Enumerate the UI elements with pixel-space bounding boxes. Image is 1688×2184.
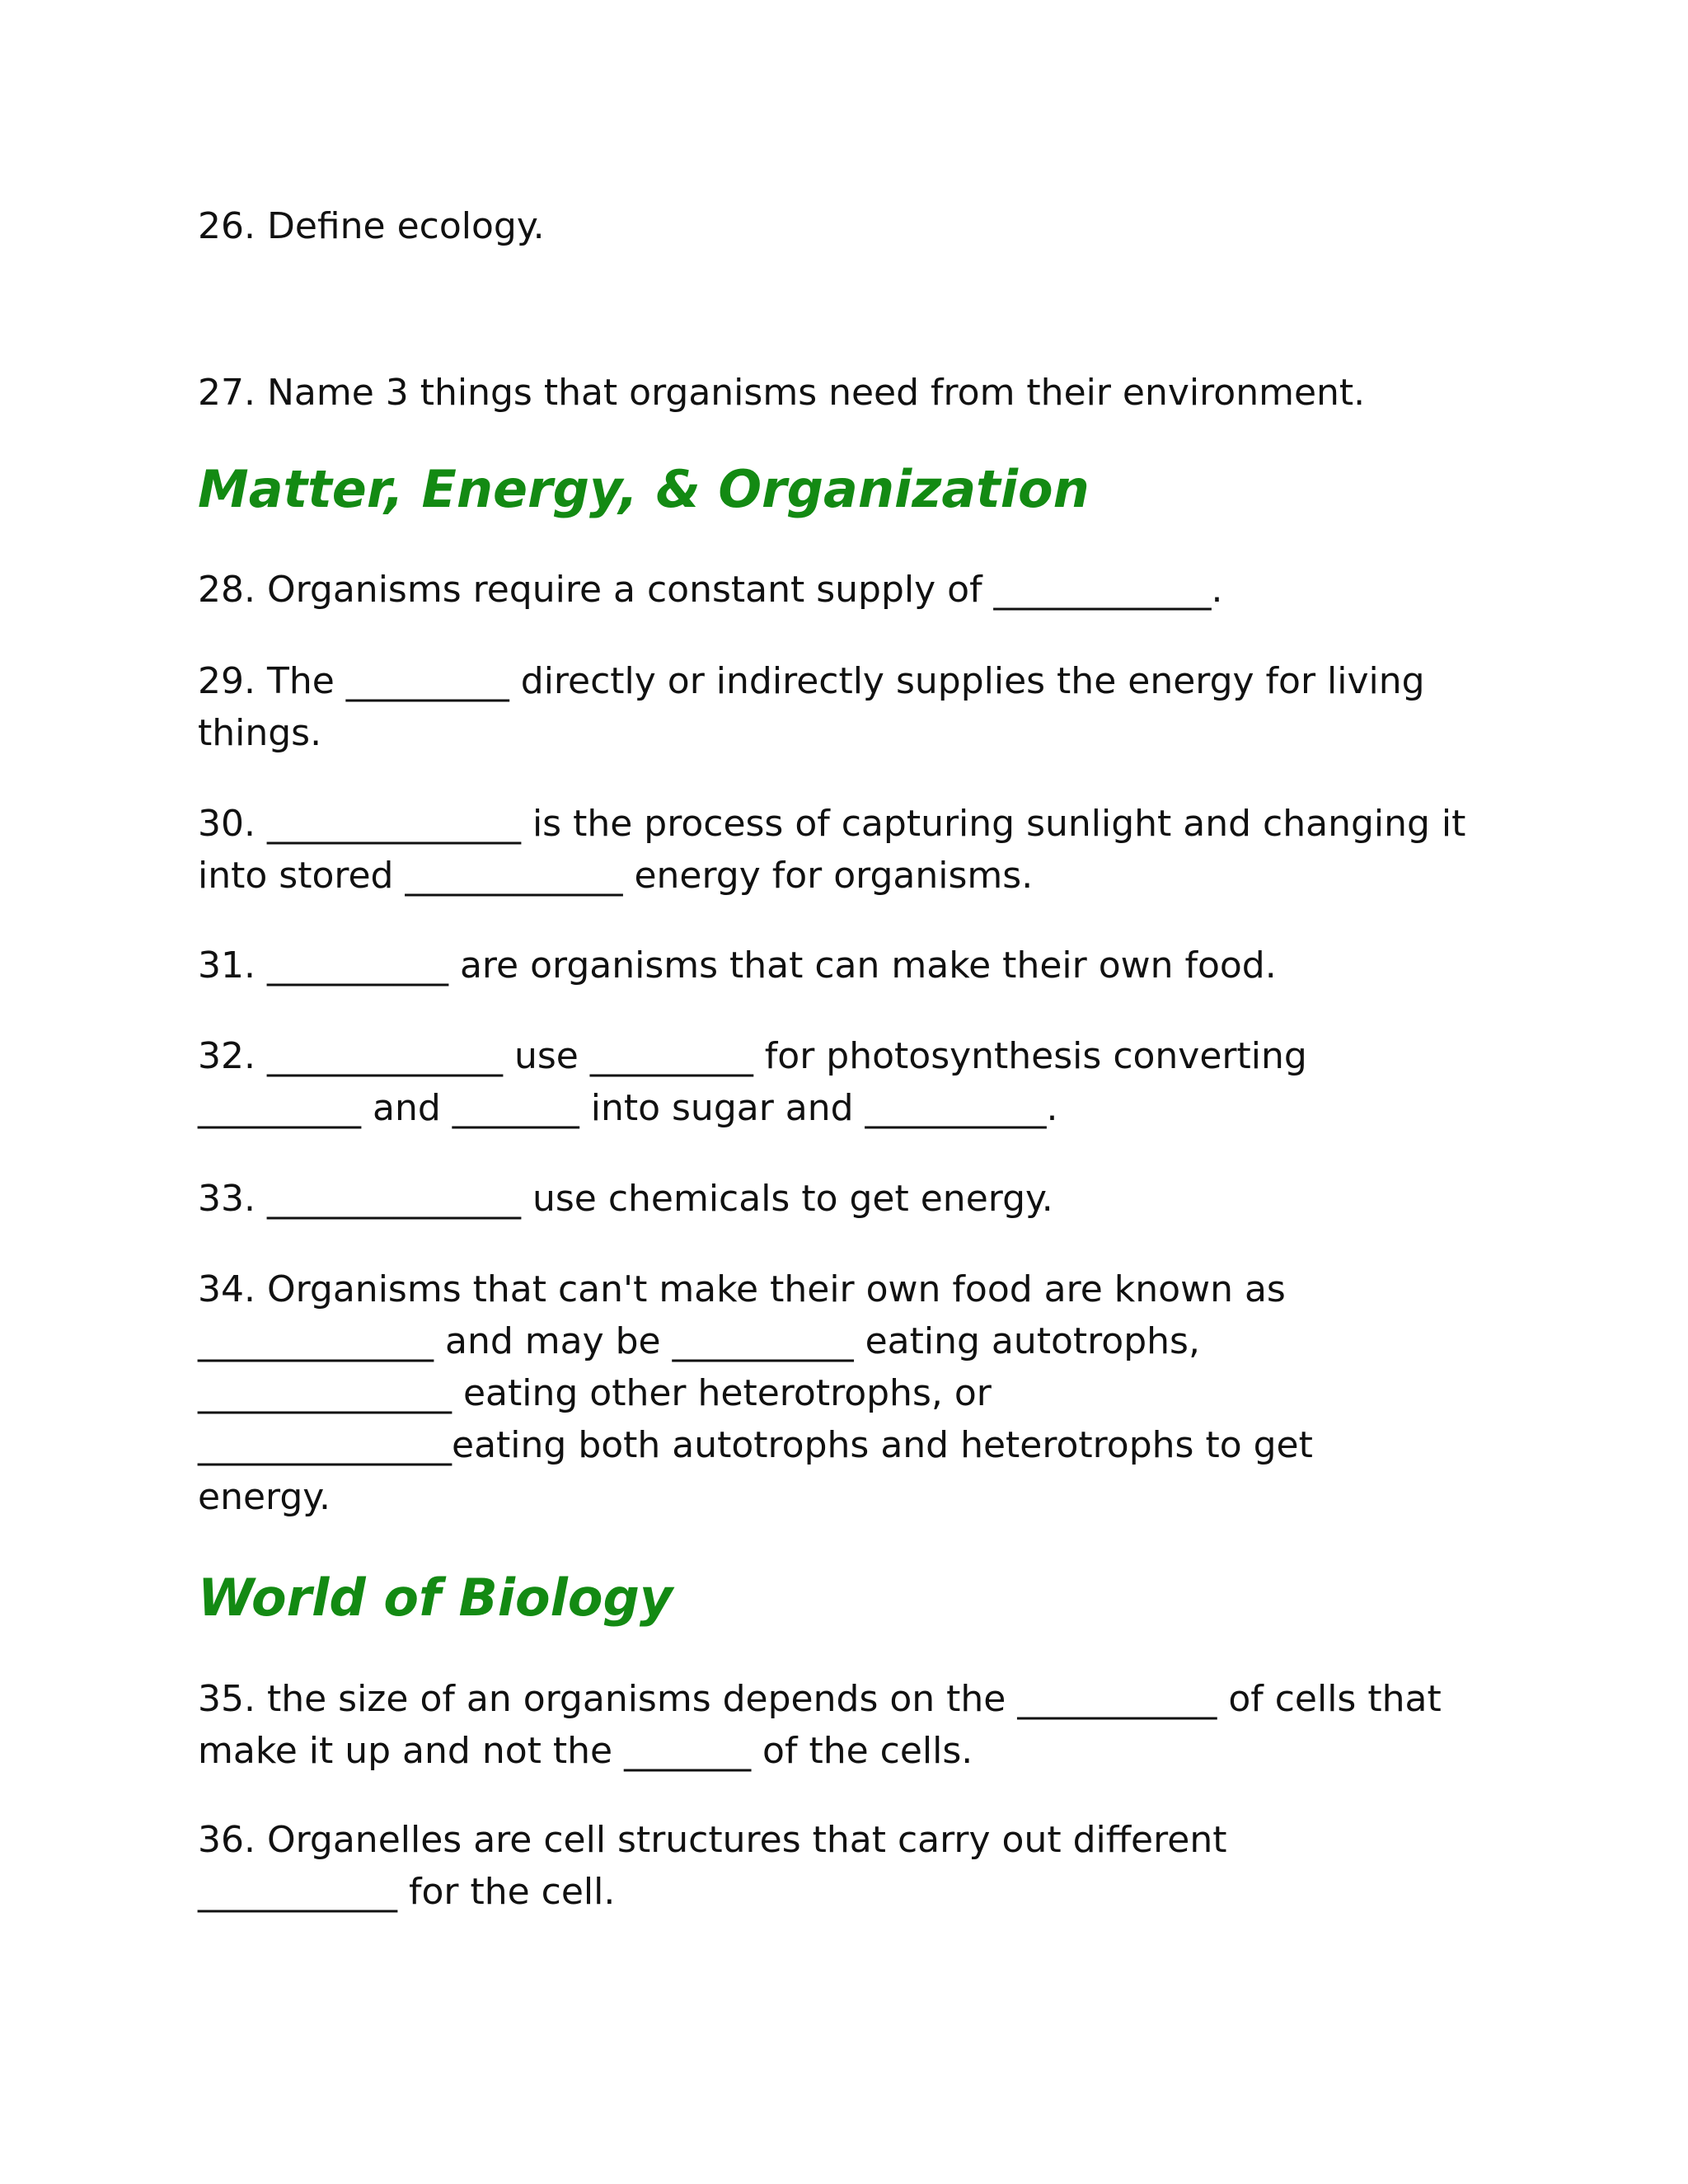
question-33 <box>198 1173 1053 1225</box>
question-28 <box>198 564 1223 616</box>
question-32-line-2: _________ and _______ into sugar and __________. <box>198 1087 1058 1129</box>
question-28-line-1: 28. Organisms require a constant supply of ____________. <box>198 569 1223 611</box>
question-29-line-1: 29. The _________ directly or indirectly supplies the energy for living <box>198 660 1425 702</box>
question-29-line-2: things. <box>198 712 322 754</box>
question-34-line-2: _____________ and may be __________ eating autotrophs, <box>198 1320 1200 1362</box>
question-31-line-1: 31. __________ are organisms that can make their own food. <box>198 944 1277 987</box>
question-34-line-4: ______________eating both autotrophs and heterotrophs to get <box>198 1424 1313 1466</box>
question-34-line-5: energy. <box>198 1476 331 1518</box>
question-36-line-1: 36. Organelles are cell structures that carry out different <box>198 1819 1227 1861</box>
question-33-line-1: 33. ______________ use chemicals to get energy. <box>198 1178 1053 1220</box>
question-30-line-2: into stored ____________ energy for organisms. <box>198 855 1034 897</box>
question-35-line-1: 35. the size of an organisms depends on the ___________ of cells that <box>198 1678 1442 1720</box>
question-26 <box>198 200 545 252</box>
question-34 <box>198 1263 1313 1523</box>
question-27 <box>198 367 1365 419</box>
question-35-line-2: make it up and not the _______ of the cells. <box>198 1730 973 1772</box>
question-29 <box>198 655 1425 759</box>
question-31 <box>198 940 1277 991</box>
question-35 <box>198 1673 1442 1777</box>
section-heading-world-biology: World of Biology <box>198 1568 673 1628</box>
question-30-line-1: 30. ______________ is the process of capturing sunlight and changing it <box>198 803 1466 845</box>
question-32 <box>198 1030 1307 1134</box>
question-27-line-1: 27. Name 3 things that organisms need from their environment. <box>198 372 1366 414</box>
question-32-line-1: 32. _____________ use _________ for photosynthesis converting <box>198 1035 1307 1077</box>
question-26-line-1: 26. Define ecology. <box>198 205 545 247</box>
question-36 <box>198 1814 1226 1918</box>
section-heading-matter-energy: Matter, Energy, & Organization <box>198 459 1090 519</box>
question-36-line-2: ___________ for the cell. <box>198 1871 616 1913</box>
question-34-line-1: 34. Organisms that can't make their own food are known as <box>198 1268 1286 1310</box>
question-30 <box>198 798 1465 902</box>
question-34-line-3: ______________ eating other heterotrophs, or <box>198 1372 992 1414</box>
